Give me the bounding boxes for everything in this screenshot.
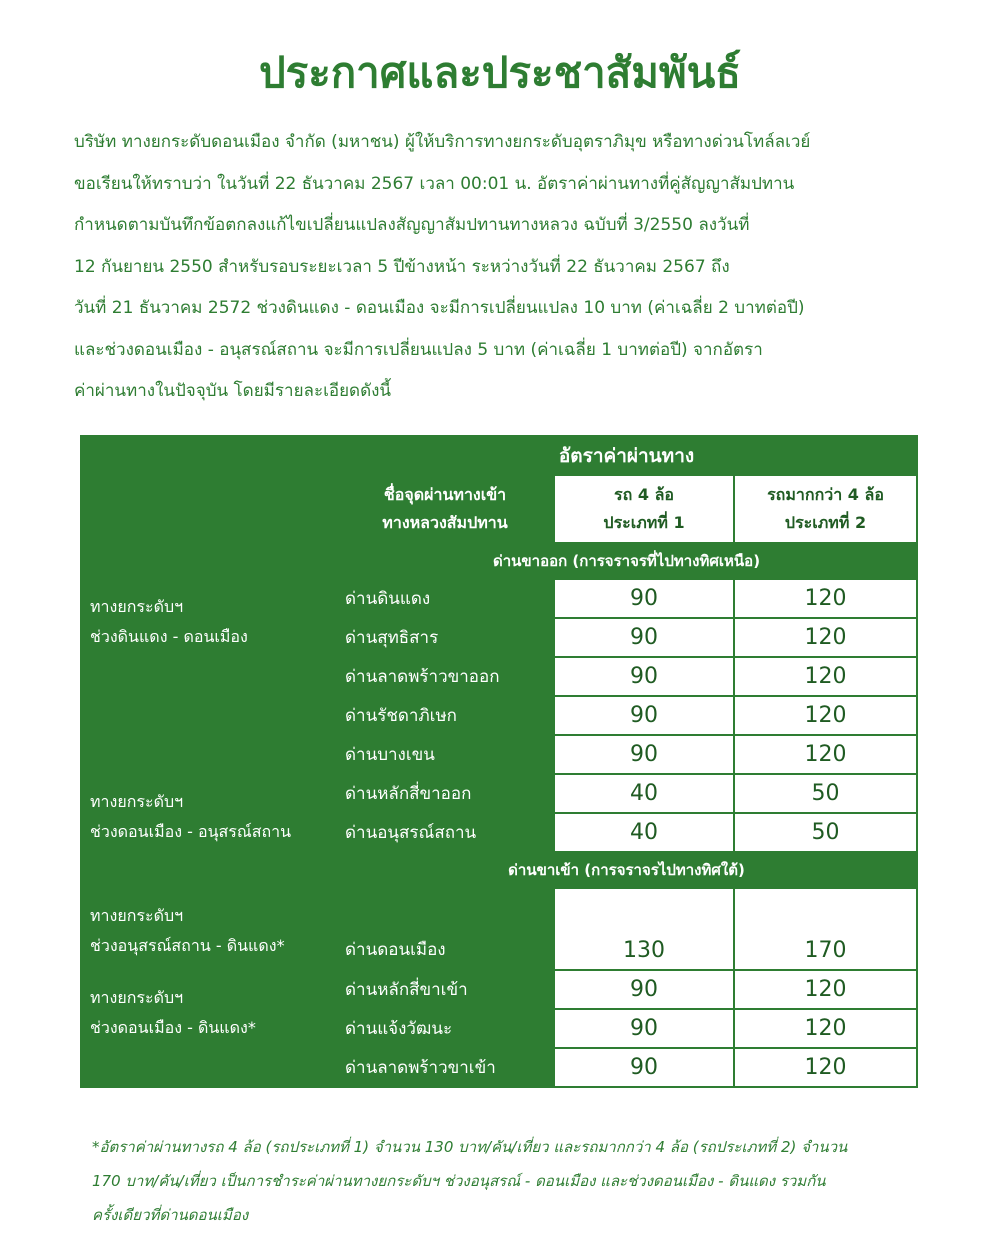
table-row: [81, 970, 917, 1009]
table-corner-cell: [81, 436, 336, 579]
group-donmueang-anusorn: ทางยกระดับฯ ช่วงดอนเมือง - อนุสรณ์สถาน: [81, 774, 336, 852]
rate-type1: 90: [554, 970, 734, 1009]
rate-type2: 170: [734, 888, 917, 970]
group-dindaeng-donmueang: ทางยกระดับฯ ช่วงดินแดง - ดอนเมือง: [81, 579, 336, 774]
paragraph-line: 12 กันยายน 2550 สำหรับรอบระยะเวลา 5 ปีข้างหน้า ระหว่างวันที่ 22 ธันวาคม 2567 ถึง: [74, 256, 730, 277]
gate-name: ด่านอนุสรณ์สถาน: [336, 813, 554, 852]
rate-type1: 90: [554, 657, 734, 696]
col-header-type1: รถ 4 ล้อ ประเภทที่ 1: [554, 475, 734, 543]
rate-type2: 50: [734, 774, 917, 813]
rate-type2: 50: [734, 813, 917, 852]
gate-name: ด่านสุทธิสาร: [336, 618, 554, 657]
rate-type2: 120: [734, 1009, 917, 1048]
paragraph-line: บริษัท ทางยกระดับดอนเมือง จำกัด (มหาชน) ผู้ให้บริการทางยกระดับอุตราภิมุข หรือทางด่วนโทล์ลเวย์: [74, 132, 811, 152]
paragraph-line: ค่าผ่านทางในปัจจุบัน โดยมีรายละเอียดดังนี้: [74, 381, 392, 401]
gate-name: ด่านลาดพร้าวขาเข้า: [336, 1048, 554, 1087]
gate-name: ด่านดอนเมือง: [336, 888, 554, 970]
paragraph-line: ขอเรียนให้ทราบว่า ในวันที่ 22 ธันวาคม 2567 เวลา 00:01 น. อัตราค่าผ่านทางที่คู่สัญญาสัมปทาน: [74, 173, 795, 194]
rate-type2: 120: [734, 1048, 917, 1087]
toll-rate-table: [80, 435, 918, 1088]
rate-type1: 90: [554, 579, 734, 618]
gate-name: ด่านแจ้งวัฒนะ: [336, 1009, 554, 1048]
rate-type2: 120: [734, 696, 917, 735]
rate-type1: 130: [554, 888, 734, 970]
gate-name: ด่านลาดพร้าวขาออก: [336, 657, 554, 696]
rate-type2: 120: [734, 657, 917, 696]
rate-type2: 120: [734, 970, 917, 1009]
table-row: [81, 774, 917, 813]
table-row: [81, 888, 917, 970]
rate-type1: 90: [554, 696, 734, 735]
rate-type2: 120: [734, 618, 917, 657]
footnote-line: 170 บาท/คัน/เที่ยว เป็นการชำระค่าผ่านทางยกระดับฯ ช่วงอนุสรณ์ - ดอนเมือง และช่วงดอนเมือง - ดินแดง รวมกัน: [92, 1172, 826, 1190]
rate-type2: 120: [734, 579, 917, 618]
paragraph-line: และช่วงดอนเมือง - อนุสรณ์สถาน จะมีการเปลี่ยนแปลง 5 บาท (ค่าเฉลี่ย 1 บาทต่อปี) จากอัตรา: [74, 339, 763, 360]
gate-name: ด่านหลักสี่ขาเข้า: [336, 970, 554, 1009]
rate-type1: 40: [554, 813, 734, 852]
announcement-paragraph: [74, 122, 932, 413]
gate-name: ด่านหลักสี่ขาออก: [336, 774, 554, 813]
rate-type1: 90: [554, 1048, 734, 1087]
group-donmueang-dindaeng: ทางยกระดับฯ ช่วงดอนเมือง - ดินแดง*: [81, 970, 336, 1087]
col-header-gate: ชื่อจุดผ่านทางเข้า ทางหลวงสัมปทาน: [336, 475, 554, 543]
section-outbound: ด่านขาออก (การจราจรที่ไปทางทิศเหนือ): [336, 543, 917, 579]
table-header-title: อัตราค่าผ่านทาง: [336, 436, 917, 475]
page-title: ประกาศและประชาสัมพันธ์: [258, 48, 742, 97]
footnote-line: *อัตราค่าผ่านทางรถ 4 ล้อ (รถประเภทที่ 1) จำนวน 130 บาท/คัน/เที่ยว และรถมากกว่า 4 ล้อ (รถประเภทที่ 2) จำนวน: [92, 1138, 848, 1156]
group-anusorn-dindaeng: ทางยกระดับฯ ช่วงอนุสรณ์สถาน - ดินแดง*: [81, 888, 336, 970]
rate-type1: 90: [554, 735, 734, 774]
section-inbound: ด่านขาเข้า (การจราจรไปทางทิศใต้): [336, 852, 917, 888]
section-spacer-cell: [81, 852, 336, 888]
footnote-line: ครั้งเดียวที่ด่านดอนเมือง: [92, 1206, 249, 1224]
gate-name: ด่านดินแดง: [336, 579, 554, 618]
rate-type2: 120: [734, 735, 917, 774]
paragraph-line: กำหนดตามบันทึกข้อตกลงแก้ไขเปลี่ยนแปลงสัญญาสัมปทานทางหลวง ฉบับที่ 3/2550 ลงวันที่: [74, 215, 750, 235]
gate-name: ด่านรัชดาภิเษก: [336, 696, 554, 735]
rate-type1: 90: [554, 1009, 734, 1048]
footnote: [92, 1130, 907, 1232]
paragraph-line: วันที่ 21 ธันวาคม 2572 ช่วงดินแดง - ดอนเมือง จะมีการเปลี่ยนแปลง 10 บาท (ค่าเฉลี่ย 2 บาทต่อปี): [74, 298, 805, 318]
col-header-type2: รถมากกว่า 4 ล้อ ประเภทที่ 2: [734, 475, 917, 543]
rate-type1: 90: [554, 618, 734, 657]
table-row: [81, 579, 917, 618]
gate-name: ด่านบางเขน: [336, 735, 554, 774]
rate-type1: 40: [554, 774, 734, 813]
